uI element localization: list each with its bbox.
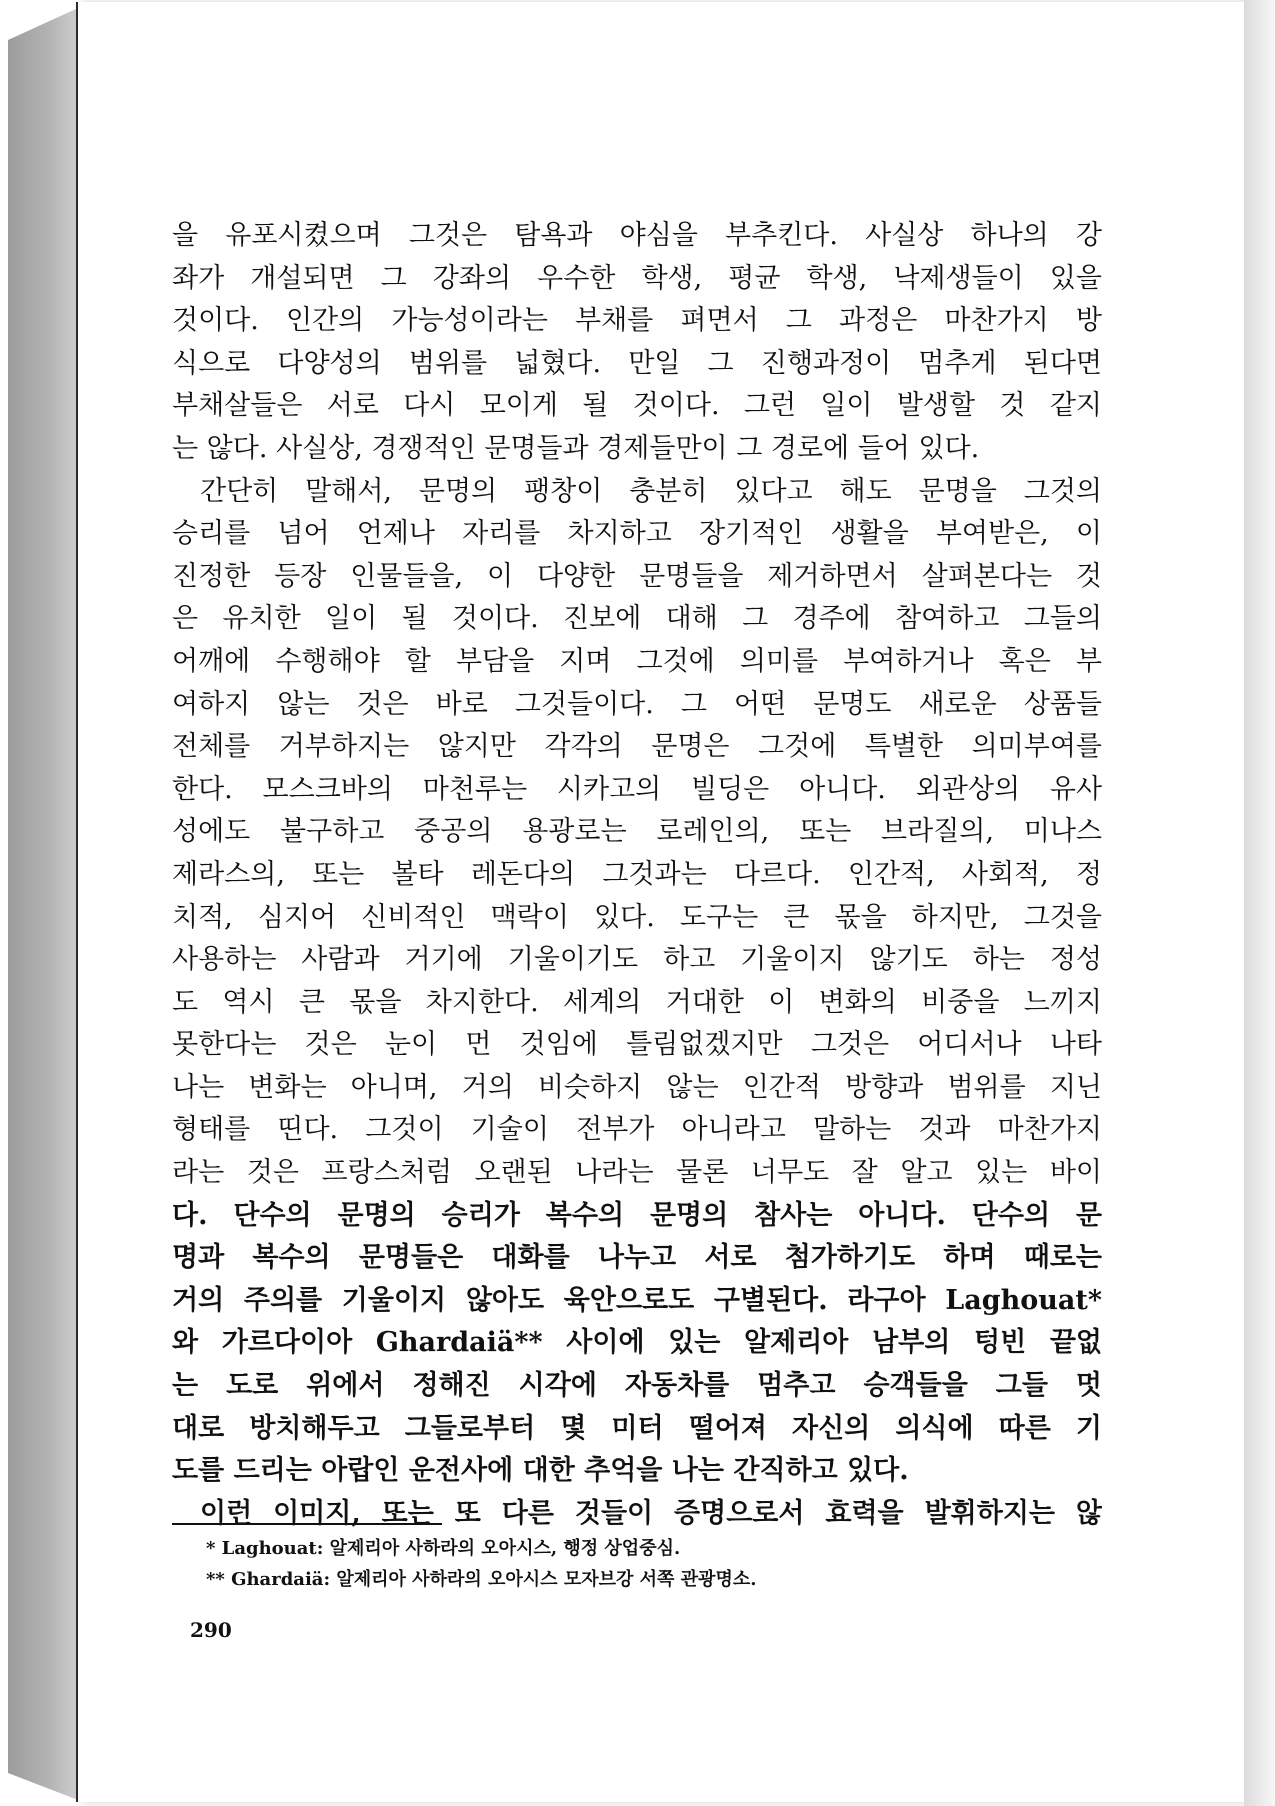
text-line: 식으로 다양성의 범위를 넓혔다. 만일 그 진행과정이 멈추게 된다면 <box>172 347 1102 379</box>
text-line: 명과 복수의 문명들은 대화를 나누고 서로 첨가하기도 하며 때로는 <box>172 1242 1102 1274</box>
text-line: 진정한 등장 인물들을, 이 다양한 문명들을 제거하면서 살펴본다는 것 <box>172 560 1102 592</box>
text-line: 는 도로 위에서 정해진 시각에 자동차를 멈추고 승객들을 그들 멋 <box>172 1370 1102 1402</box>
page-number: 290 <box>190 1618 232 1642</box>
text-line: 전체를 거부하지는 않지만 각각의 문명은 그것에 특별한 의미부여를 <box>172 731 1102 763</box>
text-line: 승리를 넘어 언제나 자리를 차지하고 장기적인 생활을 부여받은, 이 <box>172 518 1102 550</box>
footnote-laghouat: * Laghouat: 알제리아 사하라의 오아시스, 행정 상업중심. <box>206 1538 681 1559</box>
text-line: 는 않다. 사실상, 경쟁적인 문명들과 경제들만이 그 경로에 들어 있다. <box>172 432 980 464</box>
footnotes <box>206 1533 1086 1595</box>
text-line: 을 유포시켰으며 그것은 탐욕과 야심을 부추킨다. 사실상 하나의 강 <box>172 220 1102 251</box>
text-line: 다. 단수의 문명의 승리가 복수의 문명의 참사는 아니다. 단수의 문 <box>172 1199 1102 1231</box>
paragraph-start: 간단히 말해서, 문명의 팽창이 충분히 있다고 해도 문명을 그것의 <box>200 475 1102 507</box>
text-line: 여하지 않는 것은 바로 그것들이다. 그 어떤 문명도 새로운 상품들 <box>172 688 1102 720</box>
text-line: 도 역시 큰 몫을 차지한다. 세계의 거대한 이 변화의 비중을 느끼지 <box>172 986 1102 1018</box>
text-line: 좌가 개설되면 그 강좌의 우수한 학생, 평균 학생, 낙제생들이 있을 <box>172 262 1102 294</box>
footnote-divider <box>172 1523 442 1525</box>
text-line: 나는 변화는 아니며, 거의 비슷하지 않는 인간적 방향과 범위를 지닌 <box>172 1071 1102 1103</box>
page-edge <box>1244 0 1275 1806</box>
text-line: 치적, 심지어 신비적인 맥락이 있다. 도구는 큰 몫을 하지만, 그것을 <box>172 901 1102 933</box>
text-line: 사용하는 사람과 거기에 기울이기도 하고 기울이지 않기도 하는 정성 <box>172 944 1102 976</box>
text-line: 부채살들은 서로 다시 모이게 될 것이다. 그런 일이 발생할 것 같지 <box>172 390 1102 422</box>
text-line: 도를 드리는 아랍인 운전사에 대한 추억을 나는 간직하고 있다. <box>172 1455 909 1487</box>
text-line: 거의 주의를 기울이지 않아도 육안으로도 구별된다. 라구아 Laghouat* <box>172 1284 1102 1316</box>
text-line: 것이다. 인간의 가능성이라는 부채를 펴면서 그 과정은 마찬가지 방 <box>172 305 1102 337</box>
footnote-ghardaia: ** Ghardaiä: 알제리아 사하라의 오아시스 모자브강 서쪽 관광명소. <box>206 1569 757 1590</box>
text-line: 제라스의, 또는 볼타 레돈다의 그것과는 다르다. 인간적, 사회적, 정 <box>172 858 1102 890</box>
text-line: 어깨에 수행해야 할 부담을 지며 그것에 의미를 부여하거나 혹은 부 <box>172 645 1102 677</box>
text-line: 한다. 모스크바의 마천루는 시카고의 빌딩은 아니다. 외관상의 유사 <box>172 773 1102 805</box>
text-line: 은 유치한 일이 될 것이다. 진보에 대해 그 경주에 참여하고 그들의 <box>172 603 1102 635</box>
paragraph-start: 이런 이미지, 또는 또 다른 것들이 증명으로서 효력을 발휘하지는 않 <box>200 1497 1102 1529</box>
text-line: 라는 것은 프랑스처럼 오랜된 나라는 물론 너무도 잘 알고 있는 바이 <box>172 1157 1102 1189</box>
text-line: 못한다는 것은 눈이 먼 것임에 틀림없겠지만 그것은 어디서나 나타 <box>172 1029 1102 1061</box>
text-line: 성에도 불구하고 중공의 용광로는 로레인의, 또는 브라질의, 미나스 <box>172 816 1102 848</box>
body-text <box>172 215 1102 1535</box>
text-line: 형태를 띤다. 그것이 기술이 전부가 아니라고 말하는 것과 마찬가지 <box>172 1114 1102 1146</box>
book-spine <box>8 8 78 1800</box>
text-line: 대로 방치해두고 그들로부터 몇 미터 떨어져 자신의 의식에 따른 기 <box>172 1412 1102 1444</box>
text-line: 와 가르다이아 Ghardaiä** 사이에 있는 알제리아 남부의 텅빈 끝없 <box>172 1327 1102 1359</box>
